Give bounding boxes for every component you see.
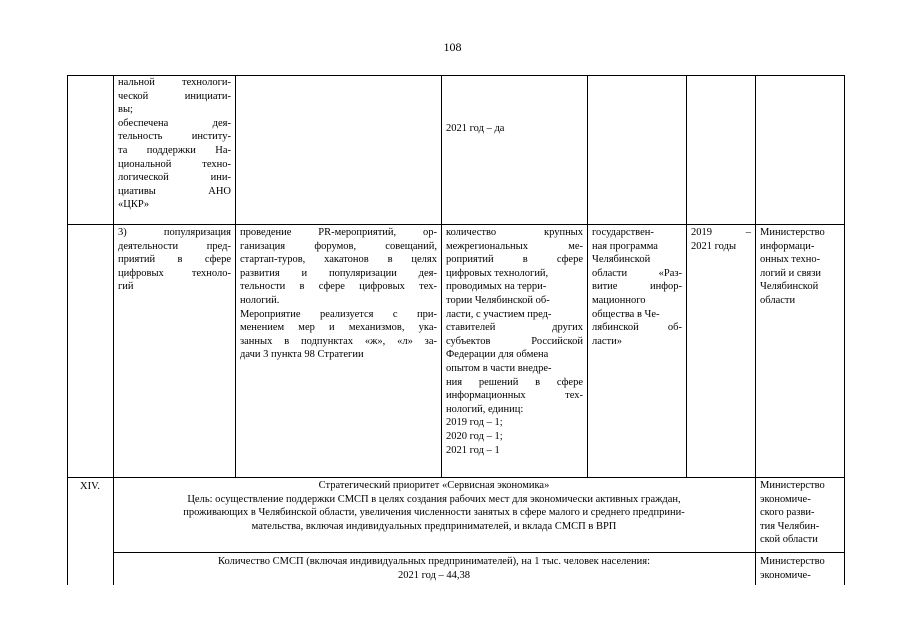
row-divider (67, 224, 845, 225)
text-line: 2019 год – 1; (446, 417, 503, 429)
text-line: тельность институ- (118, 131, 231, 143)
text-line: общества в Че- (592, 308, 660, 320)
row3-responsible-cell (760, 479, 842, 547)
row-divider (113, 552, 845, 553)
text-line: Министерство (760, 556, 825, 567)
text-line: ния решений в сфере (446, 376, 583, 388)
text-line: 2021 год – да (446, 123, 505, 134)
text-line: информаци- (760, 240, 815, 252)
text-line: обеспечена дея- (118, 117, 231, 129)
text-line: Челябинской (760, 281, 819, 293)
text-line: Количество СМСП (включая индивидуальных предпринимателей), на 1 тыс. человек населения: (217, 556, 650, 567)
section-number: XIV. (80, 481, 100, 492)
text-line: логий и связи (760, 267, 821, 279)
row2-responsible-cell (760, 226, 842, 308)
column-divider (587, 75, 588, 477)
priority-title: Стратегический приоритет «Сервисная экономика» (318, 480, 550, 491)
text-line: циативы АНО (118, 185, 231, 197)
text-line: занных в подпунктах «ж», «л» за- (240, 335, 437, 347)
row1-indicator-cell (446, 122, 583, 136)
text-line: субъектов Российской (446, 335, 583, 347)
text-line: ского разви- (760, 507, 815, 519)
text-line: 2020 год – 1; (446, 430, 503, 442)
text-line: Цель: осуществление поддержки СМСП в целях создания рабочих мест для экономически активных граждан, (187, 493, 681, 505)
row-divider (67, 477, 845, 478)
text-line: менением мер и механизмов, ука- (240, 322, 437, 334)
text-line: информационных тех- (446, 390, 583, 402)
text-line: Министерство (760, 480, 825, 491)
text-line: проводимых на терри- (446, 281, 547, 293)
text-line: ганизация форумов, совещаний, (240, 240, 437, 252)
text-line: та поддержки На- (118, 144, 231, 156)
text-line: «ЦКР» (118, 199, 150, 211)
text-line: 2021 годы (691, 240, 737, 252)
text-line: 2019 – (691, 227, 751, 238)
row2-measures-cell (240, 226, 437, 362)
text-line: нологий, единиц: (446, 403, 524, 415)
text-line: развития и популяризации дея- (240, 267, 437, 279)
text-line: ставителей других (446, 322, 583, 334)
text-line: нальной технологи- (118, 77, 231, 88)
text-line: количество крупных (446, 227, 583, 238)
text-line: 2021 год – 44,38 (397, 569, 471, 581)
text-line: вы; (118, 104, 133, 116)
text-line: ласти, с участием пред- (446, 308, 552, 320)
text-line: мационного (592, 294, 646, 306)
column-divider (755, 75, 756, 585)
text-line: циональной техно- (118, 158, 231, 170)
text-line: ческой инициати- (118, 90, 231, 102)
text-line: экономиче- (760, 493, 811, 505)
text-line: межрегиональных ме- (446, 240, 583, 252)
text-line: 2021 год – 1 (446, 444, 500, 456)
text-line: проведение PR-мероприятий, ор- (240, 227, 437, 238)
text-line: 3) популяризация (118, 227, 231, 238)
text-line: ской области (760, 534, 818, 546)
text-line: цифровых технологий, (446, 267, 549, 279)
text-line: тории Челябинской об- (446, 294, 550, 306)
text-line: Федерации для обмена (446, 349, 549, 361)
text-line: стартап-туров, хакатонов в целях (240, 254, 437, 266)
row4-indicator-cell (113, 555, 755, 582)
row3-priority-cell (113, 479, 755, 533)
row3-number-cell (67, 480, 113, 494)
text-line: тия Челябин- (760, 520, 820, 532)
text-line: области «Раз- (592, 267, 682, 279)
text-line: проживающих в Челябинской области, увеличения численности занятых в сфере малого и среднего предприни- (183, 507, 685, 519)
text-line: области (760, 294, 796, 306)
text-line: государствен- (592, 227, 654, 238)
text-line: логической ини- (118, 172, 231, 184)
text-line: Челябинской (592, 254, 651, 266)
text-line: гий (118, 281, 134, 293)
column-divider (441, 75, 442, 477)
text-line: мательства, включая индивидуальных предпринимателей, и вклада СМСП в ВРП (251, 520, 617, 532)
row2-period-cell (691, 226, 751, 253)
text-line: нологий. (240, 294, 280, 306)
row2-indicator-cell (446, 226, 583, 457)
text-line: Мероприятие реализуется с при- (240, 308, 437, 320)
row1-goal-cell (118, 76, 231, 212)
text-line: лябинской об- (592, 322, 682, 334)
text-line: приятий в сфере (118, 254, 231, 266)
text-line: дачи 3 пункта 98 Стратегии (240, 349, 364, 361)
column-divider (235, 75, 236, 477)
row4-responsible-cell (760, 555, 842, 582)
table-border-left (67, 75, 68, 585)
text-line: тельности в сфере цифровых тех- (240, 281, 437, 293)
table-border-right (844, 75, 845, 585)
text-line: опытом в части внедре- (446, 362, 552, 374)
column-divider (686, 75, 687, 477)
text-line: онных техно- (760, 254, 821, 266)
page-number: 108 (443, 40, 462, 54)
text-line: Министерство (760, 227, 825, 238)
row2-program-cell (592, 226, 682, 348)
text-line: экономиче- (760, 569, 811, 581)
text-line: деятельности пред- (118, 240, 231, 252)
text-line: роприятий в сфере (446, 254, 583, 266)
text-line: ласти» (592, 335, 623, 347)
text-line: ная программа (592, 240, 658, 252)
text-line: витие инфор- (592, 281, 682, 293)
row2-task-cell (118, 226, 231, 294)
text-line: цифровых техноло- (118, 267, 231, 279)
